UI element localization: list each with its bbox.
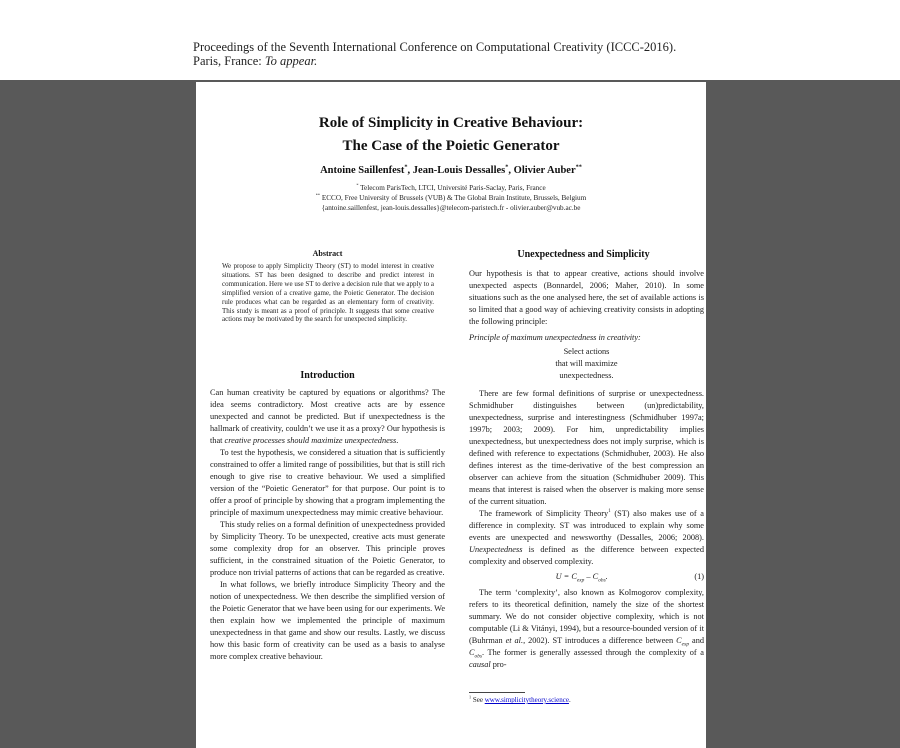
intro-paragraph-1: Can human creativity be captured by equations or algorithms? The idea seems contradictory. Most creative acts are by essence unexpected and cannot be predicted. But if unexpectedness is the hallmark of creativity, couldn’t we use it as a proxy? Our hypothesis is that creative processes should maximize unexpectedness. — [210, 388, 445, 445]
title-line-2: The Case of the Poietic Generator — [342, 138, 560, 154]
title-line-1: Role of Simplicity in Creative Behaviour: — [318, 115, 584, 131]
abstract-text: We propose to apply Simplicity Theory (ST) to model interest in creative situations. ST has been designed to describe and predict interest in communication. Here we use ST to derive a decision rule that we apply to a simplified version of a creative game, the Poietic Generator. The decision rule produces what can be regarded as an elementary form of creativity. This study is meant as a proof of principle. It suggests that some creative actions may be motivated by the search for unexpected simplicity. — [222, 262, 434, 324]
right-paragraph-3: The framework of Simplicity Theory$^1$ (ST) also makes use of a difference in complexity. ST was introduced to explain why some events are unexpected and newsworthy (Dessalles, 2006; 2008). Unexpectedness is defined as the difference between expected complexity and observed complexity. — [469, 509, 704, 566]
proceedings-line: Proceedings of the Seventh International Conference on Computational Creativity (ICCC-2016). — [193, 40, 677, 54]
author-list: Antoine Saillenfest*, Jean-Louis Dessalles*, Olivier Auber** — [320, 163, 582, 176]
author-emails: {antoine.saillenfest, jean-louis.dessalles}@telecom-paristech.fr - olivier.auber@vub.ac.be — [321, 204, 581, 212]
affiliation-2: ** ECCO, Free University of Brussels (VUB) & The Global Brain Institute, Brussels, Belgium — [315, 192, 587, 202]
intro-paragraph-4: In what follows, we briefly introduce Simplicity Theory and the notion of unexpectedness. We then describe the simplified version of the Poietic Generator that we have been using for our experiments. We then explain how we implemented the principle of maximum unexpectedness in that game and show our results. Lastly, we discuss how this basic form of creativity can be used as a basis to analyse more complex creative behaviour. — [210, 580, 445, 661]
paper-page — [196, 82, 706, 748]
intro-paragraph-3: This study relies on a formal definition of unexpectedness provided by Simplicity Theory. To be unexpected, creative acts must generate some complexity drop for an observer. This principle proves sufficient, in the constrained situation of the Poietic Generator, to produce non trivial patterns of actions that can be regarded as creative. — [210, 520, 445, 577]
footnote: $^1$ See www.simplicitytheory.science. — [469, 694, 571, 704]
paper-title — [196, 112, 706, 158]
footnote-rule — [469, 692, 525, 693]
right-paragraph-2: There are few formal definitions of surprise or unexpectedness. Schmidhuber distinguishes between (un)predictability, unexpectedness, surprise and interestingness (Schmidhuber 1997a; 1997b; 2003; 2009). For him, unpredictability implies unexpectedness, but unexpectedness does not imply surprise, which is defined with reference to expectations (Schmidhuber, 2003). He also defines interest as the time-derivative of the best compression an observer can achieve from the situation (Schmidhuber 2009). This means that interest is raised when the observer is making more sense of the current situation. — [469, 389, 704, 506]
intro-paragraph-2: To test the hypothesis, we considered a situation that is sufficiently constrained to offer a limited range of possibilities, but that is still rich enough to give rise to creative behaviour. We used a simplified version of the “Poietic Generator” for that purpose. Our point is to offer a proof of principle by showing that a program implementing the principle of maximum unexpectedness may mimic creative behaviour. — [210, 448, 445, 517]
proceedings-header — [193, 40, 676, 68]
unexpectedness-heading: Unexpectedness and Simplicity — [517, 249, 650, 260]
equation-number: (1) — [694, 572, 704, 581]
principle-statement: Select actions that will maximize unexpectedness. — [555, 347, 618, 380]
introduction-heading: Introduction — [300, 370, 355, 381]
left-column — [210, 387, 445, 663]
affiliation-1: * Telecom ParisTech, LTCI, Université Paris-Saclay, Paris, France — [356, 182, 546, 192]
right-paragraph-4: The term ‘complexity’, also known as Kolmogorov complexity, refers to its theoretical definition, namely the size of the shortest summary. We do not consider objective complexity, which is not computable (Li & Vitányi, 1994), but a resource-bounded version of it (Buhrman et al., 2002). ST introduces a difference between $C_{exp}$ and $C_{obs}$. The former is generally assessed through the complexity of a causal pro- — [469, 588, 705, 669]
right-column — [469, 268, 704, 671]
footnote-link[interactable]: www.simplicitytheory.science — [484, 696, 569, 704]
affiliations — [196, 183, 706, 213]
right-paragraph-1: Our hypothesis is that to appear creative, actions should involve unexpected aspects (Bonnardel, 2006; Maher, 2010). In some situations such as the one analysed here, the set of available actions is so limited that a good way of achieving creativity consists in adopting the following principle: — [469, 269, 704, 326]
principle-label: Principle of maximum unexpectedness in creativity: — [469, 333, 641, 342]
location-line: Paris, France: To appear. — [193, 54, 318, 68]
abstract-heading: Abstract — [312, 249, 343, 258]
equation-1: $U = C_{exp} - C_{obs}$. (1) — [555, 572, 704, 584]
